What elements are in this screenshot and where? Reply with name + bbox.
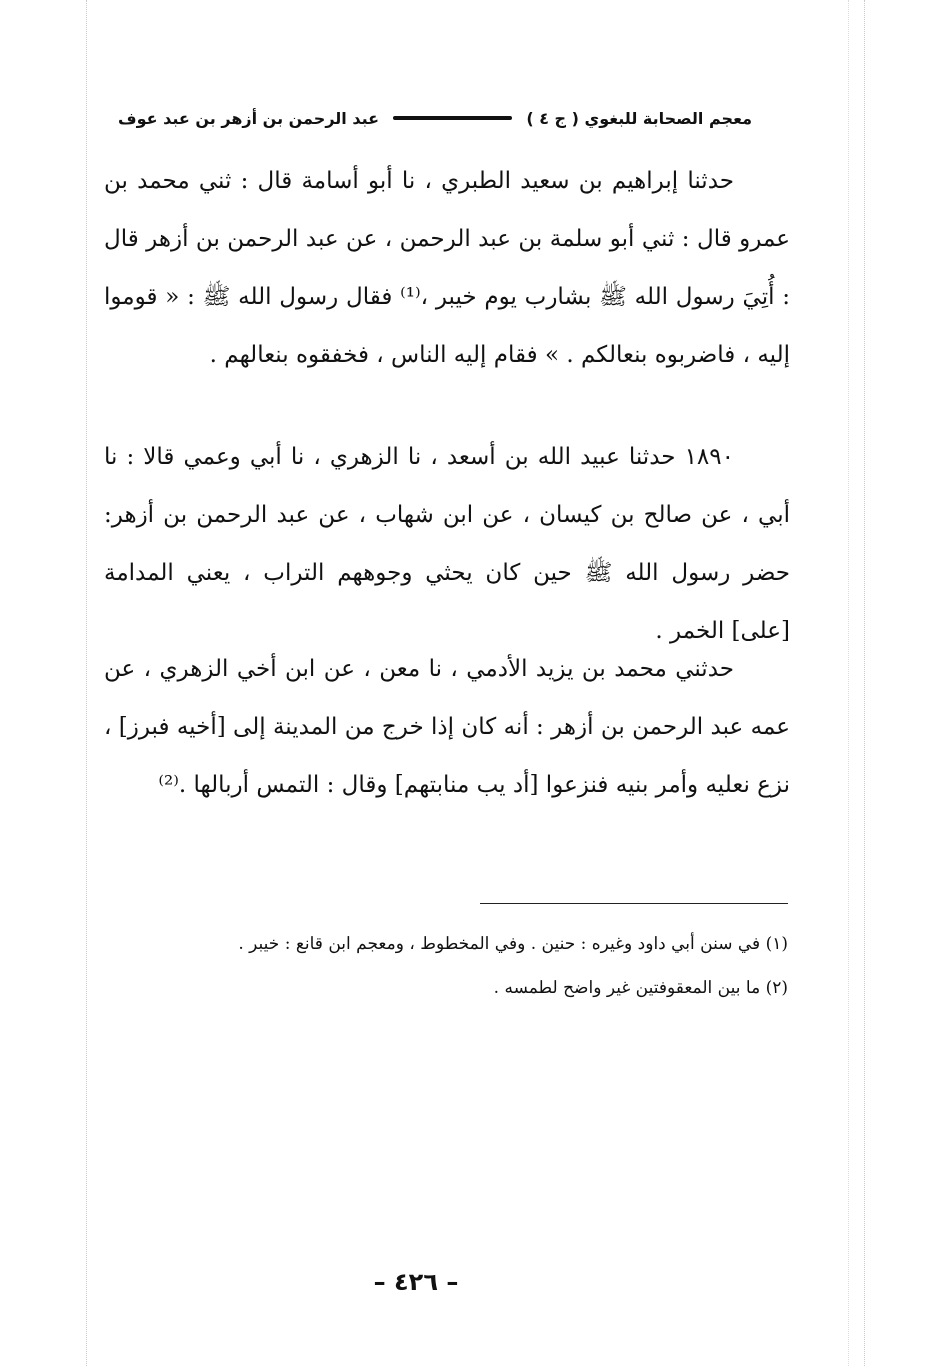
paragraph-text: ١٨٩٠ حدثنا عبيد الله بن أسعد ، نا الزهري ، نا أبي وعمي قالا : نا أبي ، عن صالح بن كيسان ، عن ابن شهاب ، عن عبد الرحمن بن أزهر: حضر رسول الله ﷺ حين كان يحثي وجوههم التراب ، يعني المدامة [على] الخمر . bbox=[104, 444, 790, 644]
book-title: معجم الصحابة للبغوي ( ج ٤ ) bbox=[526, 108, 752, 128]
body-paragraph-1 bbox=[104, 152, 790, 384]
page-number: – ٤٢٦ – bbox=[373, 1268, 459, 1296]
header-rule bbox=[393, 116, 512, 120]
paragraph-text: حدثنا إبراهيم بن سعيد الطبري ، نا أبو أسامة قال : ثني محمد بن عمرو قال : ثني أبو سلمة بن عبد الرحمن ، عن عبد الرحمن بن أزهر قال : أُتِيَ رسول الله ﷺ بشارب يوم خيبر ،⁽¹⁾ فقال رسول الله ﷺ : « قوموا إليه ، فاضربوه بنعالكم . » فقام إليه الناس ، فخفقوه بنعالهم . bbox=[104, 168, 790, 368]
footnote-separator bbox=[480, 903, 788, 904]
body-paragraph-2 bbox=[104, 428, 790, 660]
paragraph-text: حدثني محمد بن يزيد الأدمي ، نا معن ، عن ابن أخي الزهري ، عن عمه عبد الرحمن بن أزهر : أنه كان إذا خرج من المدينة إلى [أخيه فبرز] ، نزع نعليه وأمر بنيه فنزعوا [أد يب منابتهم] وقال : التمس أربالها .⁽²⁾ bbox=[104, 656, 790, 798]
scan-guide-left bbox=[86, 0, 87, 1366]
footnote-2: (٢) ما بين المعقوفتين غير واضح لطمسه . bbox=[493, 978, 788, 998]
section-title: عبد الرحمن بن أزهر بن عبد عوف bbox=[118, 108, 380, 128]
running-header bbox=[118, 104, 752, 132]
scan-guide-inner-right bbox=[848, 0, 849, 1366]
body-paragraph-3 bbox=[104, 640, 790, 814]
footnotes bbox=[120, 922, 788, 1010]
footnote-1: (١) في سنن أبي داود وغيره : حنين . وفي المخطوط ، ومعجم ابن قانع : خيبر . bbox=[238, 934, 788, 954]
scan-guide-right bbox=[864, 0, 865, 1366]
